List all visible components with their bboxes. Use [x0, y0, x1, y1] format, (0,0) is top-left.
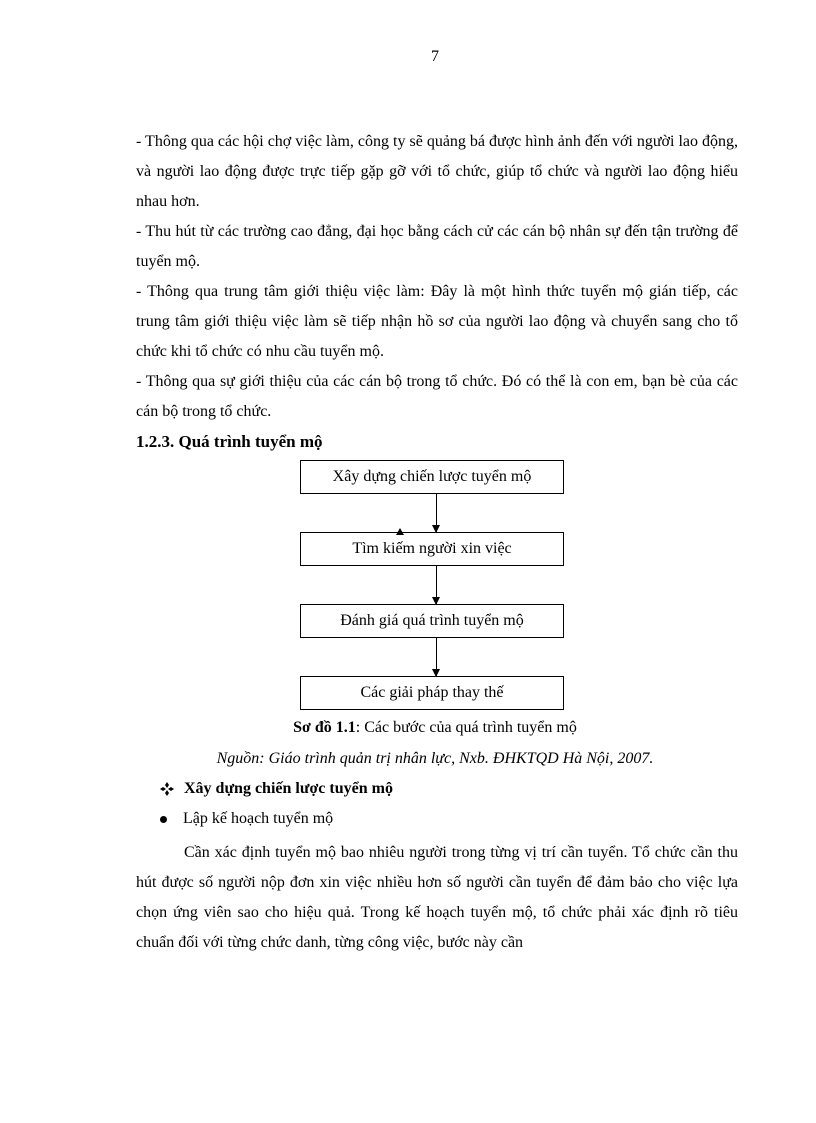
- caption-label: Sơ đồ 1.1: [293, 719, 356, 736]
- subheading-strategy: [160, 780, 393, 798]
- flow-step-search: Tìm kiếm người xin việc: [300, 532, 564, 566]
- flow-arrow-1: [436, 494, 437, 532]
- paragraph-employment-centers: - Thông qua trung tâm giới thiệu việc làm: Đây là một hình thức tuyển mộ gián tiếp, các trung tâm giới thiệu việc làm sẽ tiếp nhận hồ sơ của người lao động và chuyển sang cho tổ chức khi tổ chức có nhu cầu tuyển mộ.: [136, 283, 738, 360]
- figure-source: Nguồn: Giáo trình quản trị nhân lực, Nxb. ĐHKTQD Hà Nội, 2007.: [216, 750, 654, 767]
- four-diamond-bullet-icon: [160, 782, 174, 796]
- flow-arrow-3: [436, 638, 437, 676]
- paragraph-universities: - Thu hút từ các trường cao đẳng, đại học bằng cách cử các cán bộ nhân sự đến tận trường để tuyển mộ.: [136, 223, 738, 270]
- paragraph-referrals: - Thông qua sự giới thiệu của các cán bộ trong tổ chức. Đó có thể là con em, bạn bè của các cán bộ trong tổ chức.: [136, 373, 738, 420]
- bullet-planning: [160, 810, 333, 828]
- flow-arrow-2: [436, 566, 437, 604]
- caption-text: : Các bước của quá trình tuyển mộ: [355, 719, 577, 736]
- figure-caption: [0, 719, 816, 737]
- subheading-strategy-label: Xây dựng chiến lược tuyển mộ: [184, 780, 393, 797]
- page-number: 7: [431, 48, 439, 65]
- section-heading: 1.2.3. Quá trình tuyển mộ: [136, 432, 323, 451]
- flow-step-strategy: Xây dựng chiến lược tuyển mộ: [300, 460, 564, 494]
- planning-body-text: Cần xác định tuyển mộ bao nhiêu người trong từng vị trí cần tuyển. Tổ chức cần thu hút được số người nộp đơn xin việc nhiều hơn số người cần tuyển để đảm bảo cho việc lựa chọn ứng viên sao cho hiệu quả. Trong kế hoạch tuyển mộ, tổ chức phải xác định rõ tiêu chuẩn đối với từng chức danh, từng công việc, bước này cần: [136, 844, 738, 951]
- bullet-dot-icon: [160, 816, 167, 823]
- flow-step-evaluate: Đánh giá quá trình tuyển mộ: [300, 604, 564, 638]
- bullet-planning-label: Lập kế hoạch tuyển mộ: [183, 810, 334, 827]
- paragraph-planning-body: [136, 838, 738, 958]
- paragraph-job-fairs: - Thông qua các hội chợ việc làm, công ty sẽ quảng bá được hình ảnh đến với người lao động, và người lao động được trực tiếp gặp gỡ với tổ chức, giúp tổ chức và người lao động hiểu nhau hơn.: [136, 133, 738, 210]
- flow-step-alternatives: Các giải pháp thay thế: [300, 676, 564, 710]
